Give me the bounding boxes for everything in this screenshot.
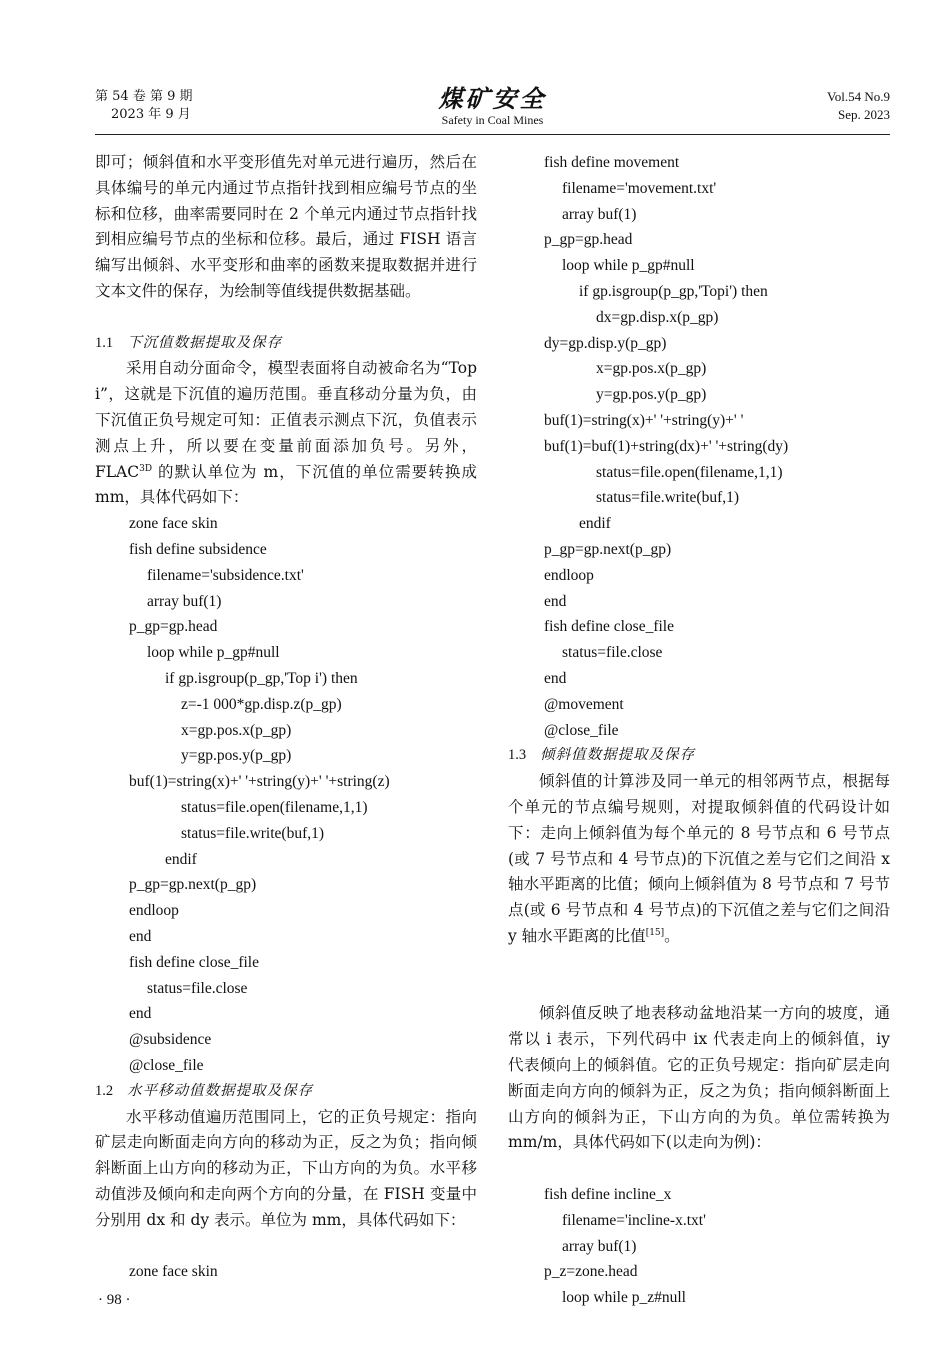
incline-paragraph-1 bbox=[508, 769, 890, 1001]
code-line: endloop bbox=[129, 902, 179, 920]
paragraph-text: 倾斜值的计算涉及同一单元的相邻两节点，根据每个单元的节点编号规则，对提取倾斜值的代码设计如下：走向上倾斜值为每个单元的 8 号节点和 6 号节点(或 7 号节点和 4 号节点)的下沉值之差与它们之间沿 x 轴水平距离的比值；倾向上倾斜值为 8 号节点和 7 号节点(或 6 号节点和 4 号节点)的下沉值之差与它们之间沿 y 轴水平距离的比值 bbox=[508, 772, 890, 945]
intro-paragraph: 即可；倾斜值和水平变形值先对单元进行遍历，然后在具体编号的单元内通过节点指针找到相应编号节点的坐标和位移，曲率需要同时在 2 个单元内通过节点指针找到相应编号节点的坐标和位移。最后，通过 FISH 语言编写出倾斜、水平变形和曲率的函数来提取数据并进行文本文件的保存，为绘制等值线提供数据基础。 bbox=[95, 153, 477, 300]
code-line: y=gp.pos.y(p_gp) bbox=[596, 386, 707, 404]
code-line: filename='subsidence.txt' bbox=[147, 566, 304, 584]
journal-masthead bbox=[95, 86, 890, 128]
code-line: status=file.open(filename,1,1) bbox=[596, 463, 783, 481]
code-line: p_gp=gp.next(p_gp) bbox=[544, 540, 672, 558]
section-heading-1-1 bbox=[95, 331, 477, 357]
code-line: end bbox=[544, 669, 567, 687]
code-line: end bbox=[129, 1005, 152, 1023]
citation: [15] bbox=[645, 927, 665, 938]
code-line: @close_file bbox=[544, 721, 619, 739]
code-line: end bbox=[544, 592, 567, 610]
section-title: 下沉值数据提取及保存 bbox=[127, 334, 283, 351]
code-line: end bbox=[129, 927, 152, 945]
code-line: endloop bbox=[544, 566, 594, 584]
code-line: fish define incline_x bbox=[544, 1185, 672, 1203]
journal-title-cn: 煤矿安全 bbox=[438, 84, 547, 113]
code-line: x=gp.pos.x(p_gp) bbox=[596, 360, 707, 378]
page-number: · 98 · bbox=[98, 1292, 131, 1308]
section-number: 1.2 bbox=[95, 1082, 114, 1099]
code-line: fish define close_file bbox=[544, 618, 674, 636]
code-line: @subsidence bbox=[129, 1031, 212, 1049]
code-line: dx=gp.disp.x(p_gp) bbox=[596, 308, 719, 326]
header-volume-en: Vol.54 No.9 bbox=[827, 89, 890, 104]
code-line: endif bbox=[165, 850, 197, 868]
right-column bbox=[508, 150, 890, 1311]
code-line: fish define close_file bbox=[129, 953, 259, 971]
code-line: status=file.write(buf,1) bbox=[596, 489, 740, 507]
header-date-en: Sep. 2023 bbox=[838, 107, 890, 122]
code-line: p_z=zone.head bbox=[544, 1263, 638, 1281]
code-line: status=file.close bbox=[562, 644, 663, 662]
code-line: buf(1)=string(x)+' '+string(y)+' ' bbox=[544, 411, 744, 429]
code-line: status=file.write(buf,1) bbox=[181, 824, 325, 842]
section-title: 水平移动值数据提取及保存 bbox=[127, 1082, 314, 1099]
code-line: if gp.isgroup(p_gp,'Top i') then bbox=[165, 669, 358, 687]
paragraph-text: 的默认单位为 m，下沉值的单位需要转换成 mm，具体代码如下： bbox=[95, 462, 477, 507]
code-line: loop while p_gp#null bbox=[147, 644, 280, 662]
code-line: loop while p_gp#null bbox=[562, 257, 695, 275]
section-title: 倾斜值数据提取及保存 bbox=[540, 747, 696, 764]
code-line: dy=gp.disp.y(p_gp) bbox=[544, 334, 667, 352]
code-line: status=file.close bbox=[147, 979, 248, 997]
code-line: buf(1)=buf(1)+string(dx)+' '+string(dy) bbox=[544, 437, 789, 455]
incline-paragraph-2: 倾斜值反映了地表移动盆地沿某一方向的坡度，通常以 i 表示，下列代码中 ix 代表走向上的倾斜值，iy 代表倾向上的倾斜值。它的正负号规定：指向矿层走向断面走向方向的倾斜为正，反之为负；指向倾斜断面上山方向的倾斜为正，下山方向的为负。单位需转换为 mm/m，具体代码如下(以走向为例)： bbox=[508, 1004, 890, 1152]
left-column bbox=[95, 150, 477, 1285]
code-block-movement bbox=[508, 150, 890, 743]
code-line: filename='incline-x.txt' bbox=[562, 1211, 706, 1229]
code-line: fish define movement bbox=[544, 154, 680, 171]
code-line: p_gp=gp.head bbox=[544, 231, 633, 249]
paragraph-text: 采用自动分面命令，模型表面将自动被命名为“Top i”，这就是下沉值的遍历范围。垂直移动分量为负，由下沉值正负号规定可知：正值表示测点下沉，负值表示测点上升，所以要在变量前面添加负号。另外，FLAC bbox=[95, 359, 477, 481]
code-block-incline bbox=[508, 1182, 890, 1311]
code-line: status=file.open(filename,1,1) bbox=[181, 798, 368, 816]
code-line: @close_file bbox=[129, 1056, 204, 1074]
code-line: buf(1)=string(x)+' '+string(y)+' '+string(z) bbox=[129, 773, 390, 791]
code-line: array buf(1) bbox=[147, 592, 222, 610]
code-line: loop while p_z#null bbox=[562, 1289, 686, 1307]
code-line: fish define subsidence bbox=[129, 540, 267, 558]
header-volume-cn: 第 54 卷 第 9 期 bbox=[95, 89, 193, 104]
code-block-subsidence bbox=[95, 511, 477, 1079]
code-line: zone face skin bbox=[129, 1263, 218, 1281]
code-line: array buf(1) bbox=[562, 1237, 637, 1255]
superscript-3d: 3D bbox=[139, 463, 153, 474]
paragraph-text: 。 bbox=[664, 926, 680, 945]
section-heading-1-3 bbox=[508, 743, 890, 769]
code-line: p_gp=gp.head bbox=[129, 618, 218, 636]
header-date-cn: 2023 年 9 月 bbox=[111, 107, 191, 122]
code-line: if gp.isgroup(p_gp,'Topi') then bbox=[579, 282, 768, 300]
page-header bbox=[95, 86, 890, 134]
code-line: @movement bbox=[544, 695, 624, 713]
header-rule bbox=[95, 134, 890, 135]
code-line: z=-1 000*gp.disp.z(p_gp) bbox=[181, 695, 342, 713]
section-number: 1.1 bbox=[95, 334, 114, 351]
code-line: filename='movement.txt' bbox=[562, 179, 717, 197]
code-line: y=gp.pos.y(p_gp) bbox=[181, 747, 292, 765]
code-line: endif bbox=[579, 515, 611, 533]
code-line: p_gp=gp.next(p_gp) bbox=[129, 876, 257, 894]
subsidence-paragraph bbox=[95, 356, 477, 511]
code-line: zone face skin bbox=[129, 515, 218, 533]
movement-paragraph: 水平移动值遍历范围同上，它的正负号规定：指向矿层走向断面走向方向的移动为正，反之为负；指向倾斜断面上山方向的移动为正，下山方向的为负。水平移动值涉及倾向和走向两个方向的分量，在 FISH 变量中分别用 dx 和 dy 表示。单位为 mm，具体代码如下： bbox=[95, 1107, 477, 1229]
code-block-skin bbox=[95, 1259, 477, 1285]
code-line: x=gp.pos.x(p_gp) bbox=[181, 721, 292, 739]
header-issue-en bbox=[827, 88, 890, 124]
code-line: array buf(1) bbox=[562, 205, 637, 223]
journal-title-en: Safety in Coal Mines bbox=[441, 113, 544, 127]
section-number: 1.3 bbox=[508, 747, 527, 764]
section-heading-1-2 bbox=[95, 1079, 477, 1105]
